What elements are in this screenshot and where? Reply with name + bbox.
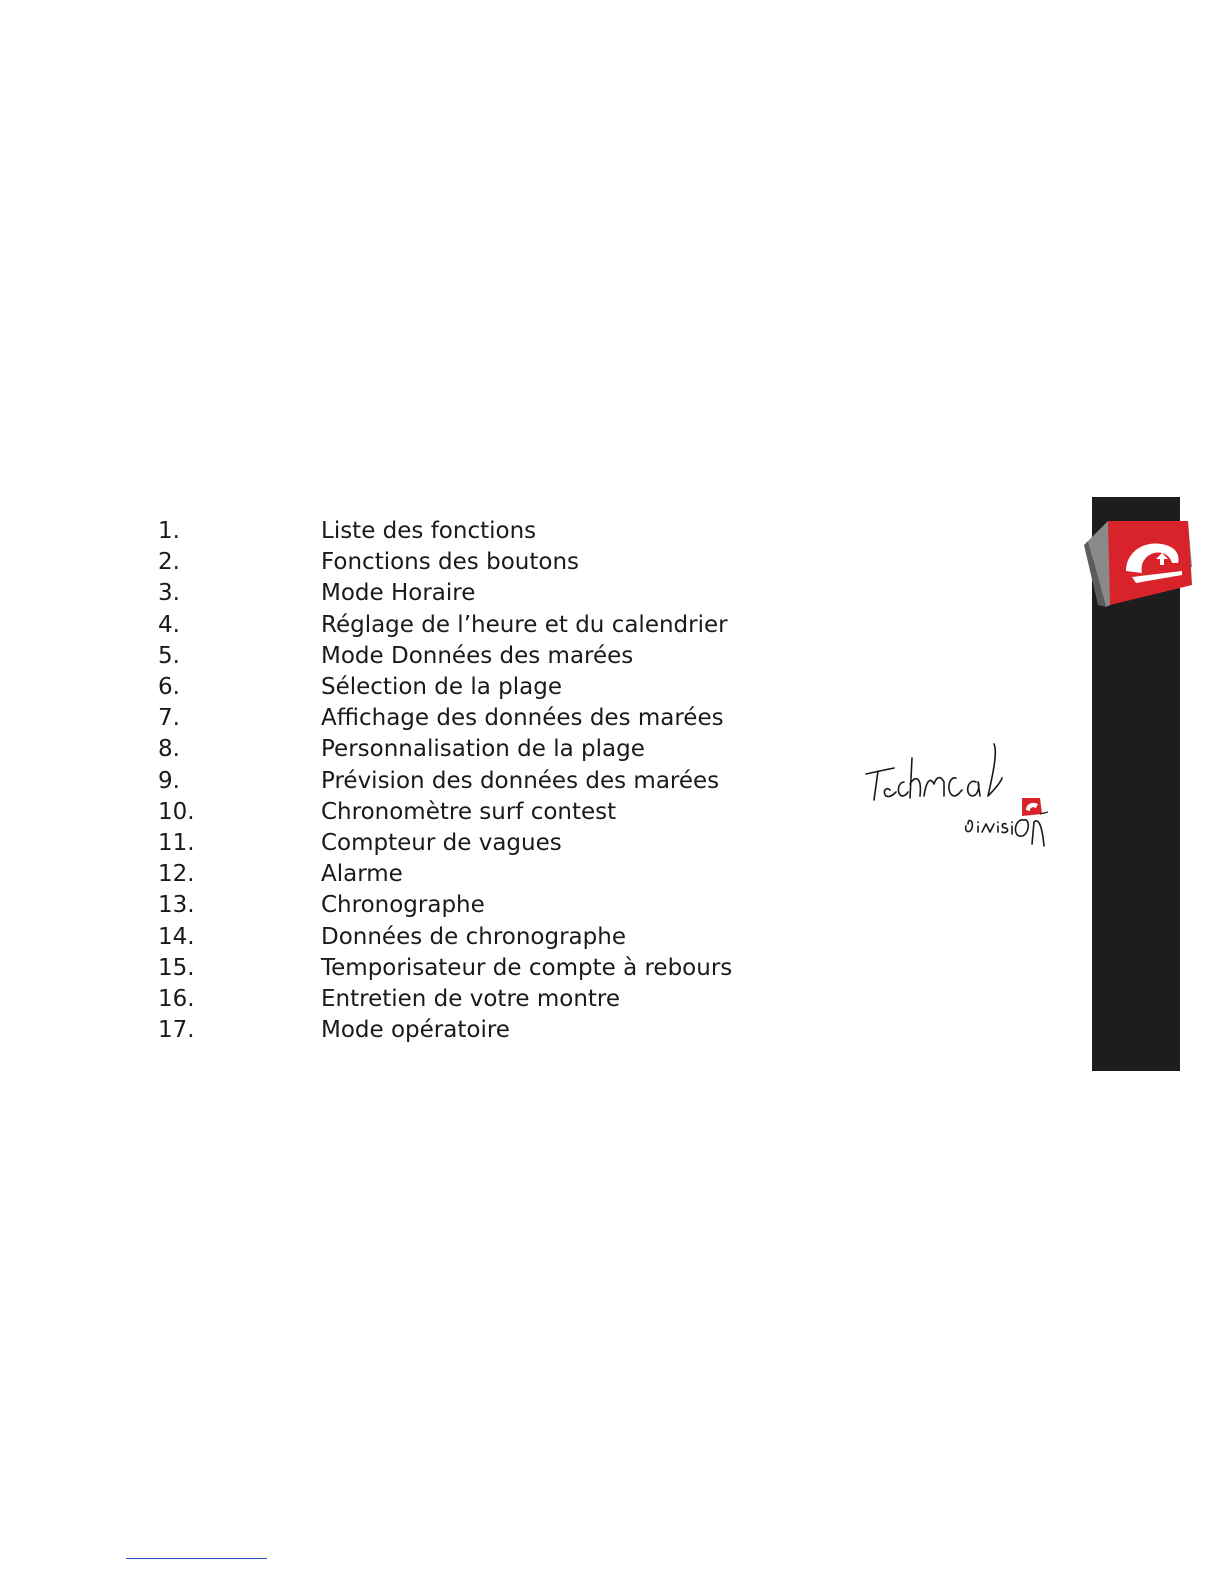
table-of-contents: [158, 516, 798, 1046]
toc-item-title: Réglage de l’heure et du calendrier: [321, 611, 728, 638]
toc-item[interactable]: [158, 921, 798, 952]
technical-division-signature: [860, 738, 1050, 856]
toc-item-title: Mode opératoire: [321, 1017, 510, 1044]
toc-item-title: Temporisateur de compte à rebours: [321, 954, 733, 981]
toc-item[interactable]: [158, 734, 798, 765]
toc-item[interactable]: [158, 547, 798, 578]
toc-item-number: 1.: [158, 518, 180, 545]
toc-item[interactable]: [158, 641, 798, 672]
toc-item-number: 2.: [158, 549, 180, 576]
toc-item[interactable]: [158, 610, 798, 641]
toc-item-number: 14.: [158, 923, 195, 950]
toc-item-number: 11.: [158, 829, 195, 856]
toc-item-number: 17.: [158, 1017, 195, 1044]
toc-item-number: 8.: [158, 736, 180, 763]
toc-item-title: Mode Données des marées: [321, 642, 634, 669]
toc-item-number: 10.: [158, 798, 195, 825]
toc-item[interactable]: [158, 1015, 798, 1046]
toc-item-number: 12.: [158, 861, 195, 888]
toc-item-title: Fonctions des boutons: [321, 549, 579, 576]
toc-item[interactable]: [158, 578, 798, 609]
toc-item-title: Compteur de vagues: [321, 829, 562, 856]
toc-item-title: Alarme: [321, 861, 403, 888]
toc-item-number: 3.: [158, 580, 180, 607]
toc-item[interactable]: [158, 828, 798, 859]
toc-item-title: Chronographe: [321, 892, 485, 919]
toc-item-number: 4.: [158, 611, 180, 638]
toc-item-number: 15.: [158, 954, 195, 981]
toc-item-title: Prévision des données des marées: [321, 767, 720, 794]
toc-item[interactable]: [158, 703, 798, 734]
toc-item-title: Sélection de la plage: [321, 674, 562, 701]
quiksilver-logo-icon: [1082, 515, 1194, 615]
toc-item[interactable]: [158, 890, 798, 921]
toc-item-number: 9.: [158, 767, 180, 794]
footnote-rule: [126, 1558, 267, 1559]
toc-item[interactable]: [158, 859, 798, 890]
toc-item-number: 7.: [158, 705, 180, 732]
toc-item-number: 13.: [158, 892, 195, 919]
toc-item[interactable]: [158, 766, 798, 797]
toc-item-number: 16.: [158, 985, 195, 1012]
toc-item-title: Personnalisation de la plage: [321, 736, 645, 763]
toc-item[interactable]: [158, 672, 798, 703]
toc-item-number: 6.: [158, 674, 180, 701]
toc-item-number: 5.: [158, 642, 180, 669]
toc-item-title: Mode Horaire: [321, 580, 476, 607]
toc-item[interactable]: [158, 984, 798, 1015]
toc-item-title: Liste des fonctions: [321, 518, 537, 545]
toc-item-title: Chronomètre surf contest: [321, 798, 617, 825]
toc-item-title: Affichage des données des marées: [321, 705, 724, 732]
toc-item-title: Données de chronographe: [321, 923, 626, 950]
toc-item[interactable]: [158, 797, 798, 828]
toc-item[interactable]: [158, 953, 798, 984]
toc-item-title: Entretien de votre montre: [321, 985, 621, 1012]
toc-item[interactable]: [158, 516, 798, 547]
